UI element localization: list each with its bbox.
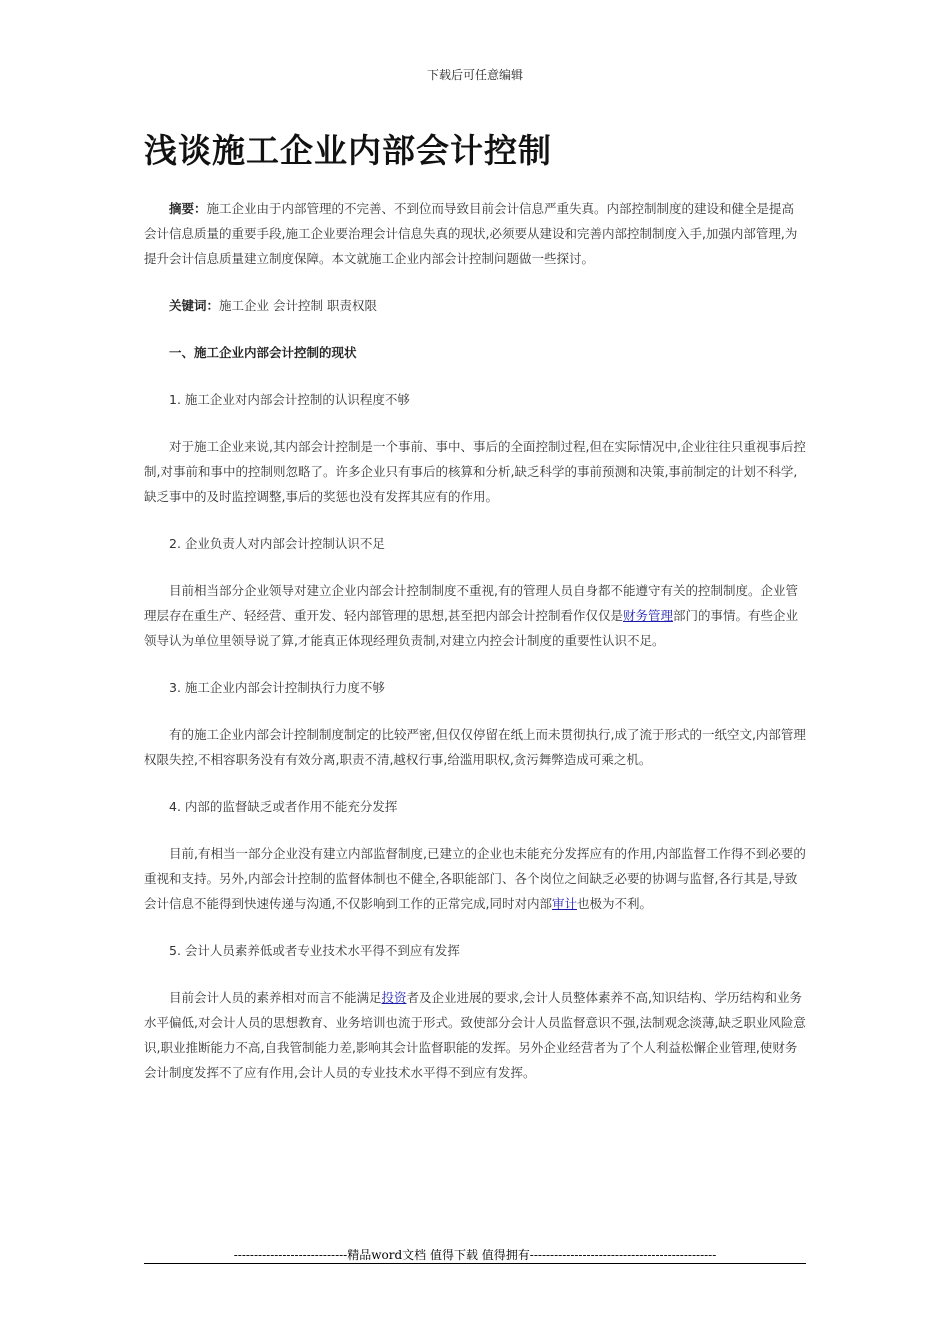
abstract-label: 摘要： <box>169 201 207 216</box>
document-title: 浅谈施工企业内部会计控制 <box>144 131 552 170</box>
footer-divider <box>144 1263 806 1264</box>
subsection-paragraph-5 <box>144 985 806 1085</box>
document-body <box>144 196 806 1085</box>
finance-management-link[interactable]: 财务管理 <box>622 608 673 623</box>
keywords-paragraph <box>144 293 806 318</box>
subsection-heading-4: 4. 内部的监督缺乏或者作用不能充分发挥 <box>169 799 398 814</box>
paragraph-text: 者及企业进展的要求,会计人员整体素养不高,知识结构、学历结构和业务水平偏低,对会计人员的思想教育、业务培训也流于形式。致使部分会计人员监督意识不强,法制观念淡薄,缺乏职业风险意识,职业推断能力不高,自我管制能力差,影响其会计监督职能的发挥。另外企业经营者为了个人利益松懈企业管理,使财务会计制度发挥不了应有作用,会计人员的专业技术水平得不到应有发挥。 <box>144 990 806 1080</box>
abstract-text: 施工企业由于内部管理的不完善、不到位而导致目前会计信息严重失真。内部控制制度的建设和健全是提高会计信息质量的重要手段,施工企业要治理会计信息失真的现状,必须要从建设和完善内部控制制度入手,加强内部管理,为提升会计信息质量建立制度保障。本文就施工企业内部会计控制问题做一些探讨。 <box>144 201 798 266</box>
keywords-label: 关键词： <box>169 298 220 313</box>
paragraph-text: 目前会计人员的素养相对而言不能满足 <box>169 990 382 1005</box>
footer-note: ----------------------------精品word文档 值得下载 值得拥有---------------------------------------------- <box>233 1248 717 1262</box>
subsection-paragraph-2 <box>144 578 806 653</box>
section-heading: 一、施工企业内部会计控制的现状 <box>169 345 357 360</box>
keywords-text: 施工企业 会计控制 职责权限 <box>219 298 377 313</box>
subsection-paragraph-3: 有的施工企业内部会计控制制度制定的比较严密,但仅仅停留在纸上而未贯彻执行,成了流于形式的一纸空文,内部管理权限失控,不相容职务没有有效分离,职责不清,越权行事,给滥用职权,贪污舞弊造成可乘之机。 <box>144 727 806 767</box>
subsection-heading-1: 1. 施工企业对内部会计控制的认识程度不够 <box>169 392 410 407</box>
subsection-heading-2: 2. 企业负责人对内部会计控制认识不足 <box>169 536 385 551</box>
paragraph-text: 目前相当部分企业领导对建立企业内部会计控制制度不重视,有的管理人员自身都不能遵守有关的控制制度。企业管理层存在重生产、轻经营、重开发、轻内部管理的思想,甚至把内部会计控制看作仅仅是 <box>144 583 798 623</box>
subsection-heading-5: 5. 会计人员素养低或者专业技术水平得不到应有发挥 <box>169 943 460 958</box>
abstract-paragraph <box>144 196 806 271</box>
paragraph-text: 部门的事情。有些企业领导认为单位里领导说了算,才能真正体现经理负责制,对建立内控会计制度的重要性认识不足。 <box>144 608 799 648</box>
audit-link[interactable]: 审计 <box>551 896 577 911</box>
paragraph-text: 也极为不利。 <box>576 896 652 911</box>
paragraph-text: 目前,有相当一部分企业没有建立内部监督制度,已建立的企业也未能充分发挥应有的作用,内部监督工作得不到必要的重视和支持。另外,内部会计控制的监督体制也不健全,各职能部门、各个岗位之间缺乏必要的协调与监督,各行其是,导致会计信息不能得到快速传递与沟通,不仅影响到工作的正常完成,同时对内部 <box>144 846 806 911</box>
subsection-heading-3: 3. 施工企业内部会计控制执行力度不够 <box>169 680 385 695</box>
investment-link[interactable]: 投资 <box>381 990 407 1005</box>
header-note: 下载后可任意编辑 <box>426 68 523 82</box>
subsection-paragraph-4 <box>144 841 806 916</box>
subsection-paragraph-1: 对于施工企业来说,其内部会计控制是一个事前、事中、事后的全面控制过程,但在实际情况中,企业往往只重视事后控制,对事前和事中的控制则忽略了。许多企业只有事后的核算和分析,缺乏科学的事前预测和决策,事前制定的计划不科学,缺乏事中的及时监控调整,事后的奖惩也没有发挥其应有的作用。 <box>144 439 806 504</box>
